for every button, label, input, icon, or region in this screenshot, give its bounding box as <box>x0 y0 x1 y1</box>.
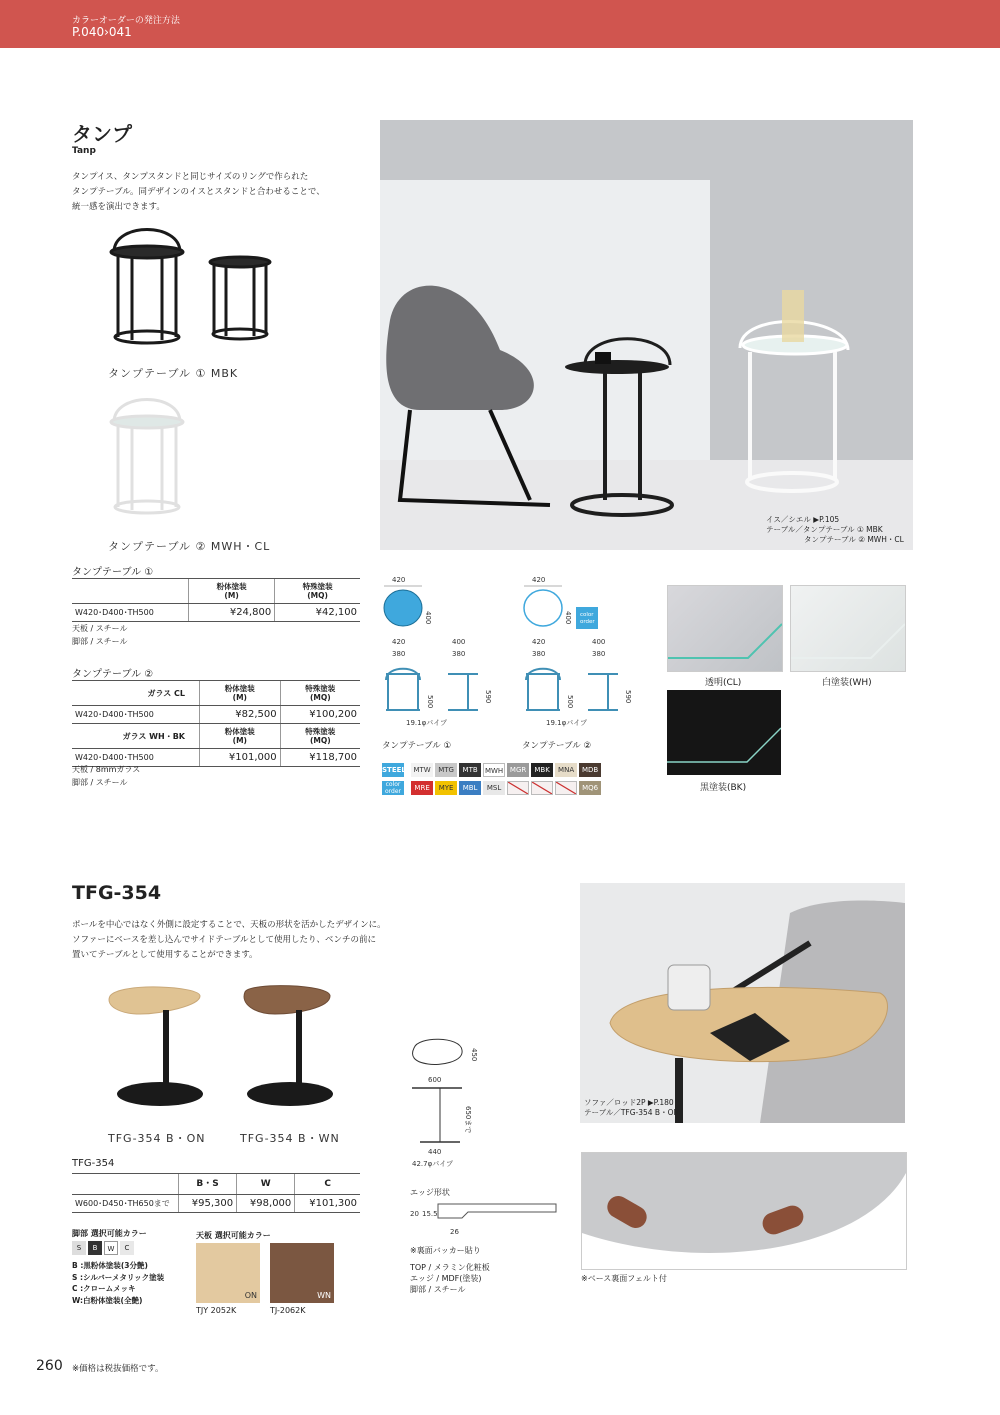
tanp-room-photo <box>380 120 913 550</box>
color-chip: MGR <box>507 763 529 777</box>
svg-text:タンプテーブル ①: タンプテーブル ① <box>382 741 452 751</box>
tanp-table-white-image <box>100 392 200 527</box>
svg-text:500: 500 <box>566 695 574 709</box>
svg-text:タンプテーブル ②: タンプテーブル ② <box>522 741 592 751</box>
tanp-table-black-image <box>100 222 280 357</box>
color-chip: MDB <box>579 763 601 777</box>
tanp-color-chips: STEEL MTW MTG MTB MWH MGR MBK MNA MDB color order MRE MYE MBL MSL MQ6 <box>382 763 632 797</box>
tanp-caption-1: タンプテーブル ① MBK <box>108 367 239 380</box>
tfg-top-color-title: 天板 選択可能カラー <box>196 1231 271 1240</box>
svg-text:600: 600 <box>428 1076 442 1084</box>
svg-text:19.1φパイプ: 19.1φパイプ <box>406 719 447 727</box>
tfg-room-photo <box>580 883 905 1123</box>
tanp-t1-notes: 天板 / スチール 脚部 / スチール <box>72 624 128 646</box>
tanp-t1-table: 粉体塗装 (M) 特殊塗装 (MQ) W420･D400･TH500 ¥24,800 ¥42,100 <box>72 578 360 622</box>
tfg-caption-2: TFG-354 B・WN <box>240 1132 340 1145</box>
color-chip <box>531 781 553 795</box>
color-chip: MBK <box>531 763 553 777</box>
svg-text:20: 20 <box>410 1210 419 1218</box>
tanp-title: タンプ <box>72 122 132 146</box>
color-chip <box>507 781 529 795</box>
glass-black-swatch <box>667 690 781 775</box>
svg-text:380: 380 <box>392 650 406 658</box>
tfg-base-felt-photo <box>581 1152 907 1270</box>
color-chip: MSL <box>483 781 505 795</box>
svg-text:420: 420 <box>532 638 546 646</box>
tanp-t1-title: タンプテーブル ① <box>72 567 154 578</box>
tfg-products-image <box>100 982 350 1112</box>
svg-text:420: 420 <box>392 638 406 646</box>
tfg-table-title: TFG-354 <box>72 1158 115 1169</box>
tanp-t2-notes: 天板 / 8mmガラス 脚部 / スチール <box>72 765 141 787</box>
svg-text:590: 590 <box>624 690 632 704</box>
tfg-photo-credit: ソファ／ロッド2P ▶P.180 テーブル／TFG-354 B・ON <box>584 1098 680 1117</box>
svg-text:380: 380 <box>532 650 546 658</box>
tanp-t2-title: タンプテーブル ② <box>72 669 154 680</box>
svg-text:42.7φパイプ: 42.7φパイプ <box>412 1160 453 1168</box>
color-chip: MTG <box>435 763 457 777</box>
color-order-badge <box>576 607 598 629</box>
glass-white-swatch <box>790 585 906 672</box>
svg-text:440: 440 <box>428 1148 442 1156</box>
swatch-on: ON <box>196 1243 260 1303</box>
tfg-leg-color-title: 脚部 選択可能カラー <box>72 1229 147 1238</box>
tfg-edge-note: ※裏面バッカー貼り <box>410 1246 481 1255</box>
color-chip: MNA <box>555 763 577 777</box>
dim-w420-b: 420 <box>532 576 546 584</box>
tfg-materials: TOP / メラミン化粧板 エッジ / MDF(塗装) 脚部 / スチール <box>410 1263 490 1294</box>
tanp-caption-2: タンプテーブル ② MWH・CL <box>108 540 271 553</box>
svg-text:400: 400 <box>452 638 466 646</box>
color-chip <box>555 781 577 795</box>
tanp-dimension-drawings <box>376 570 636 755</box>
tfg-description: ポールを中心ではなく外側に設定することで、天板の形状を活かしたデザインに。 ソファーにベースを差し込んでサイドテーブルとして使用したり、ベンチの前に 置いてテーブルとして使用することができます。 <box>72 920 386 960</box>
tfg-edge-title: エッジ形状 <box>410 1188 450 1197</box>
page-header <box>0 0 1000 48</box>
svg-text:590: 590 <box>484 690 492 704</box>
svg-text:380: 380 <box>452 650 466 658</box>
swatch-on-code: TJY 2052K <box>196 1306 237 1315</box>
tfg-felt-note: ※ベース裏面フェルト付 <box>581 1274 667 1283</box>
color-order-badge-l1: color <box>580 612 594 618</box>
header-line1: カラーオーダーの発注方法 <box>72 16 180 26</box>
glass-clear-swatch <box>667 585 783 672</box>
color-chip: MQ6 <box>579 781 601 795</box>
svg-text:650まで: 650まで <box>464 1106 472 1134</box>
tfg-edge-drawing <box>408 1198 558 1243</box>
tfg-title: TFG-354 <box>72 882 162 904</box>
svg-text:450: 450 <box>470 1048 478 1062</box>
tfg-spec-table: B・S W C W600･D450･TH650まで ¥95,300 ¥98,000 ¥101,300 <box>72 1173 360 1213</box>
swatch-wn: WN <box>270 1243 334 1303</box>
glass-white-label: 白塗装(WH) <box>822 678 872 688</box>
tanp-photo-credit: イス／シエル ▶P.105 テーブル／タンプテーブル ① MBK タンプテーブル ② MWH・CL <box>766 515 904 544</box>
svg-text:380: 380 <box>592 650 606 658</box>
svg-text:26: 26 <box>450 1228 459 1236</box>
swatch-wn-code: TJ-2062K <box>270 1306 306 1315</box>
footer-note: ※価格は税抜価格です。 <box>72 1364 164 1374</box>
color-chip: MTW <box>411 763 433 777</box>
color-chip: MRE <box>411 781 433 795</box>
tfg-caption-1: TFG-354 B・ON <box>108 1132 206 1145</box>
color-order-badge-l2: order <box>580 619 595 625</box>
color-chip: MTB <box>459 763 481 777</box>
page-number: 260 <box>36 1358 63 1374</box>
tfg-leg-notes: B :黒粉体塗装(3分艶) S :シルバーメタリック塗装 C :クロームメッキ W:白粉体塗装(全艶) <box>72 1261 165 1305</box>
glass-black-label: 黒塗装(BK) <box>700 783 747 793</box>
tanp-subtitle: Tanp <box>72 146 96 156</box>
color-chip: MYE <box>435 781 457 795</box>
glass-clear-label: 透明(CL) <box>705 678 742 688</box>
svg-text:15.5: 15.5 <box>422 1210 438 1218</box>
svg-text:500: 500 <box>426 695 434 709</box>
tanp-t2-table: ガラス CL 粉体塗装 (M) 特殊塗装 (MQ) W420･D400･TH500 ¥82,500 ¥100,200 ガラス WH・BK 粉体塗装 (M) 特殊塗装 (MQ) W420･D400･TH500 ¥101,000 ¥118,700 <box>72 680 360 767</box>
color-chip: MWH <box>483 763 505 777</box>
tanp-description: タンプイス、タンプスタンドと同じサイズのリングで作られた タンプテーブル。同デザインのイスとスタンドと合わせることで、 統一感を演出できます。 <box>72 172 325 212</box>
color-chip: MBL <box>459 781 481 795</box>
svg-text:19.1φパイプ: 19.1φパイプ <box>546 719 587 727</box>
header-line2[interactable]: P.040›041 <box>72 25 132 39</box>
svg-text:400: 400 <box>592 638 606 646</box>
dim-d400-b: 400 <box>564 611 572 625</box>
tfg-dimension-drawing <box>400 1030 490 1175</box>
tfg-leg-chips: S B W C <box>72 1241 136 1260</box>
dim-d400: 400 <box>424 611 432 625</box>
dim-w420: 420 <box>392 576 406 584</box>
